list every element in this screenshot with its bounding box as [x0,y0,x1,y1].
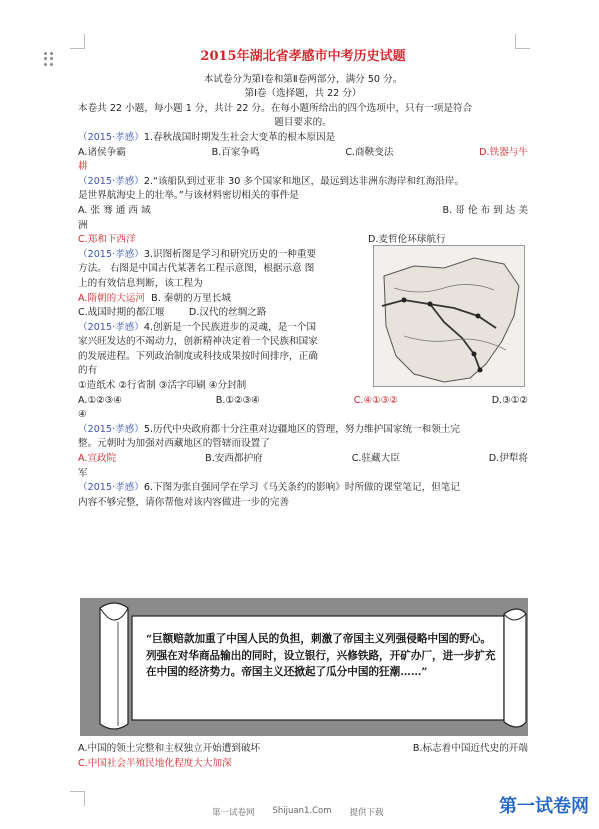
question-1-options [78,146,528,161]
margin-corner-mark [70,791,85,806]
option-a-answer: A.隋朝的大运河 [78,292,146,304]
option-c: C.战国时期的都江堰 [78,307,165,319]
question-4-options [78,394,528,409]
option-d: D.③①② [491,394,528,406]
margin-corner-mark [515,34,530,49]
question-6-stem: （2015·孝感）6.下图为张自强同学在学习《马关条约的影响》时所做的课堂笔记，但笔记 [78,482,460,494]
footer-link-download[interactable]: 提供下载 [349,808,384,818]
option-a: A.中国的领土完整和主权独立开始遭到破坏 [78,743,261,754]
option-c: C.商鞅变法 [345,146,394,158]
document-body [78,50,528,510]
option-d: D.伊犁将 [488,453,528,465]
question-2-options [78,204,528,219]
option-a: A.诸侯争霸 [78,146,126,158]
scroll-quote-text: “巨额赔款加重了中国人民的负担，刺激了帝国主义列强侵略中国的野心。列强在对华商品输出的同时，设立银行，兴修铁路，开矿办厂，进一步扩充在中国的经济势力。帝国主义还掀起了瓜分中国的狂潮……” [146,633,496,678]
question-tag: （2015·孝感） [78,482,144,494]
footer-links [212,806,384,818]
part-heading: 第Ⅰ卷（选择题，共 22 分） [244,88,362,100]
question-tag: （2015·孝感） [78,248,144,260]
question-5-stem: （2015·孝感）5.历代中央政府都十分注重对边疆地区的管理，努力维护国家统一和领土完 [78,423,460,435]
footer-link-site[interactable]: 第一试卷网 [212,808,255,818]
option-a-answer: A.宣政院 [78,453,117,465]
option-c-answer: C.④①③② [353,394,398,406]
option-c-answer: C.中国社会半殖民地化程度大大加深 [78,757,232,769]
option-b: B. 哥 伦 布 到 达 美 [442,204,528,216]
question-3-block [78,233,528,379]
intro-line: 本试卷分为第Ⅰ卷和第Ⅱ卷两部分，满分 50 分。 [203,73,403,85]
drag-handle-icon[interactable] [44,52,54,66]
option-d-continued: ④ [78,409,87,421]
question-4-stem-cont: 家兴旺发达的不竭动力，创新精神决定着一个民族和国家 [78,336,318,348]
option-d-continued: 耕 [78,161,88,173]
option-c-answer: C.郑和下西洋 [78,234,136,246]
question-4-stem-cont: 的发展进程。下列政治制度或科技成果按时间排序，正确 [78,350,318,362]
site-logo[interactable]: 第一试卷网 [499,796,589,817]
question-3-stem: （2015·孝感）3.识图析图是学习和研究历史的一种重要 [78,248,317,260]
option-d-continued: 军 [78,467,88,479]
option-b-continued: 洲 [78,219,88,231]
option-b: B. 秦朝的万里长城 [151,292,231,304]
canal-map-drawing [374,246,524,386]
option-d: D.麦哲伦环球航行 [368,234,446,246]
question-3-stem-cont: 方法。 右图是中国古代某著名工程示意图，根据示意 图 [78,263,315,275]
question-3-stem-cont: 上的有效信息判断，该工程为 [78,277,203,289]
option-d: D.汉代的丝绸之路 [188,307,267,319]
question-2-stem: （2015·孝感）2.“该船队到过亚非 30 多个国家和地区，最远到达非洲东海岸和红海沿岸。 [78,175,465,187]
question-tag: （2015·孝感） [78,423,144,435]
note-scroll-image [80,598,528,736]
question-5-options [78,452,528,467]
option-d-answer: D.铁器与牛 [479,146,528,158]
margin-corner-mark [70,34,85,49]
option-c: C.驻藏大臣 [351,453,400,465]
instruction-line: 题目要求的。 [274,117,332,129]
question-tag: （2015·孝感） [78,321,144,333]
option-b: B.标志着中国近代史的开端 [412,743,528,754]
option-a: A.①②③④ [78,394,122,406]
option-b: B.①②③④ [215,394,260,406]
page-footer [0,796,599,826]
question-6-options-ab [78,742,528,757]
question-4-items: ①造纸术 ②行省制 ③活字印刷 ④分封制 [78,380,247,392]
question-5-stem-cont: 整。元朝时为加强对西藏地区的管辖而设置了 [78,438,270,450]
option-b: B.百家争鸣 [211,146,260,158]
question-6-stem-cont: 内容不够完整，请你帮他对该内容做进一步的完善 [78,496,290,508]
question-4-stem: （2015·孝感）4.创新是一个民族进步的灵魂，是一个国 [78,321,317,333]
question-tag: （2015·孝感） [78,175,144,187]
canal-map-image [373,245,525,387]
document-title: 2015年湖北省孝感市中考历史试题 [200,49,406,64]
question-4-stem-cont: 的有 [78,365,98,377]
footer-link-domain[interactable]: Shijuan1.Com [272,806,332,816]
option-b: B.安西都护府 [205,453,263,465]
question-2-stem-cont: 是世界航海史上的壮举。”与该材料密切相关的事件是 [78,190,299,202]
question-1-stem: （2015·孝感）1.春秋战国时期发生社会大变革的根本原因是 [78,131,336,143]
question-6-options [78,742,528,771]
instruction-line: 本卷共 22 小题，每小题 1 分，共计 22 分。在每小题所给出的四个选项中，只有一项是符合 [78,102,473,114]
option-a: A. 张 骞 通 西 域 [78,204,151,216]
question-tag: （2015·孝感） [78,131,144,143]
